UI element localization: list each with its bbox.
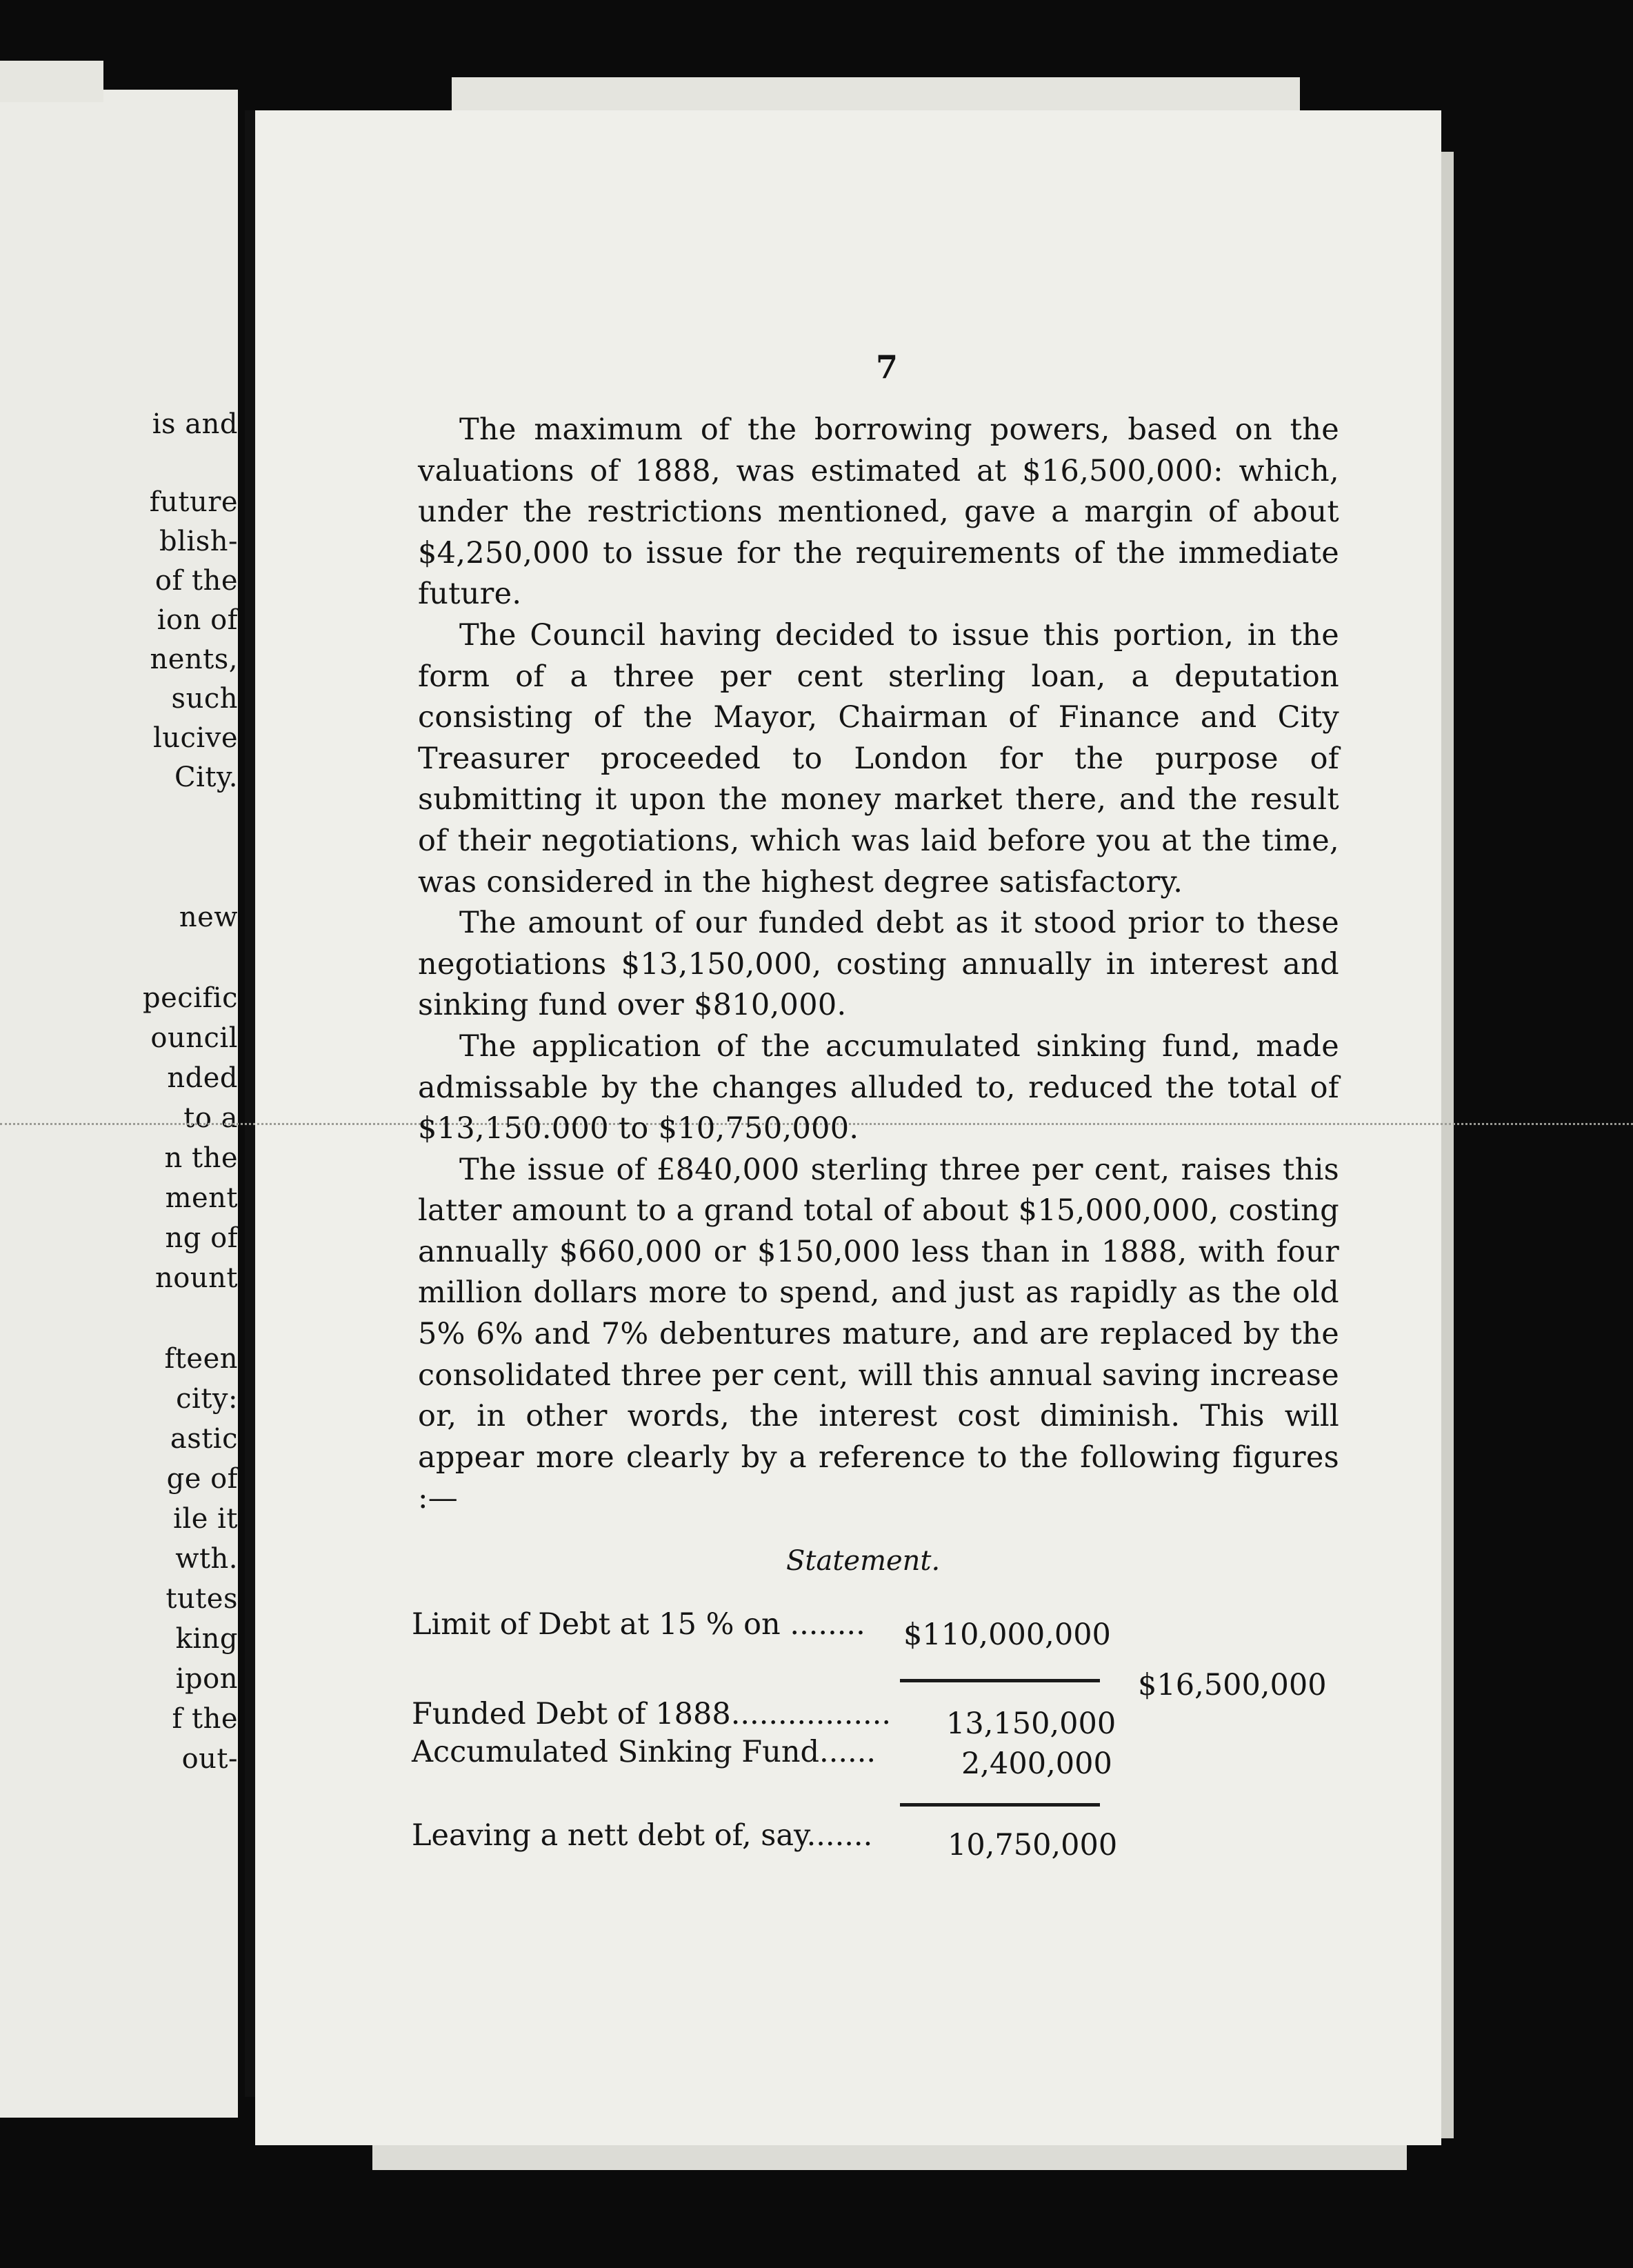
left-page: [0, 90, 238, 2118]
paragraph: The amount of our funded debt as it stood prior to these negotiations $13,150,000, costing annually in interest and sinking fund over $810,000.: [418, 906, 1339, 1023]
statement-title: Statement.: [786, 1545, 941, 1577]
left-line: wth.: [175, 1543, 238, 1575]
rule-line: [900, 1679, 1100, 1682]
left-line: to a: [183, 1102, 238, 1134]
left-line: f the: [172, 1703, 238, 1735]
limit-result: $16,500,000: [1138, 1668, 1327, 1702]
left-line: ouncil: [150, 1022, 238, 1054]
page-number: 7: [876, 348, 899, 386]
nett-amount: 10,750,000: [948, 1828, 1118, 1862]
left-line: fteen: [164, 1343, 238, 1375]
left-line: such: [171, 683, 238, 715]
left-line: nount: [155, 1262, 238, 1294]
left-line: nents,: [150, 644, 238, 675]
page-gutter: [245, 110, 256, 2097]
left-line: out-: [181, 1743, 238, 1775]
left-line: future: [149, 486, 238, 518]
left-line: lucive: [152, 722, 238, 754]
left-line: ge of: [166, 1463, 238, 1495]
nett-label: Leaving a nett debt of, say.......: [412, 1818, 873, 1853]
page-bottom-edge: [372, 2145, 1407, 2170]
funded-label: Funded Debt of 1888.................: [412, 1697, 892, 1731]
left-line: ng of: [165, 1222, 238, 1254]
page-right-edge: [1441, 152, 1454, 2138]
sinking-amount: 2,400,000: [961, 1747, 1112, 1781]
limit-amount: $110,000,000: [903, 1618, 1111, 1652]
left-line: city:: [176, 1383, 238, 1415]
limit-label: Limit of Debt at 15 % on ........: [412, 1607, 865, 1642]
left-line: ile it: [173, 1503, 238, 1535]
left-line: blish-: [159, 526, 238, 557]
left-line: ipon: [175, 1663, 238, 1695]
left-line: n the: [164, 1142, 238, 1174]
left-line: nded: [167, 1062, 238, 1094]
funded-amount: 13,150,000: [946, 1707, 1116, 1741]
paragraph: The application of the accumulated sinking fund, made admissable by the changes alluded to, reduced the total of $13,150.000 to $10,750,000.: [418, 1028, 1339, 1146]
paragraph: The issue of £840,000 sterling three per cent, raises this latter amount to a grand total of about $15,000,000, costing annually $660,000 or $150,000 less than in 1888, with four million dollars more to spend, and just as rapidly as the old 5% 6% and 7% debentures mature, and are replaced by the consolidated three per cent, will this annual saving increase or, in other words, the interest cost diminish. This will appear more clearly by a reference to the following figures :—: [418, 1152, 1339, 1516]
body-text: [418, 410, 1339, 1520]
left-line: ment: [165, 1182, 238, 1214]
left-line: astic: [170, 1423, 238, 1455]
left-line: ion of: [157, 604, 238, 636]
left-line: is and: [152, 408, 238, 440]
rule-line: [900, 1803, 1100, 1807]
left-line: new: [179, 902, 238, 933]
left-line: tutes: [166, 1583, 238, 1615]
paragraph: The maximum of the borrowing powers, based on the valuations of 1888, was estimated at $16,500,000: which, under the restrictions mentioned, gave a margin of about $4,250,000 to issue for the requirements of the immediate future.: [418, 412, 1339, 612]
left-line: pecific: [143, 982, 238, 1014]
paragraph: The Council having decided to issue this portion, in the form of a three per cent sterling loan, a deputation consisting of the Mayor, Chairman of Finance and City Treasurer proceeded to London for the purpose of submitting it upon the money market there, and the result of their negotiations, which was laid before you at the time, was considered in the highest degree satisfactory.: [418, 617, 1339, 899]
left-page-edge: [0, 61, 103, 102]
left-line: City.: [174, 762, 238, 793]
sinking-label: Accumulated Sinking Fund......: [412, 1735, 876, 1769]
left-line: king: [175, 1623, 238, 1655]
left-line: of the: [154, 565, 238, 597]
